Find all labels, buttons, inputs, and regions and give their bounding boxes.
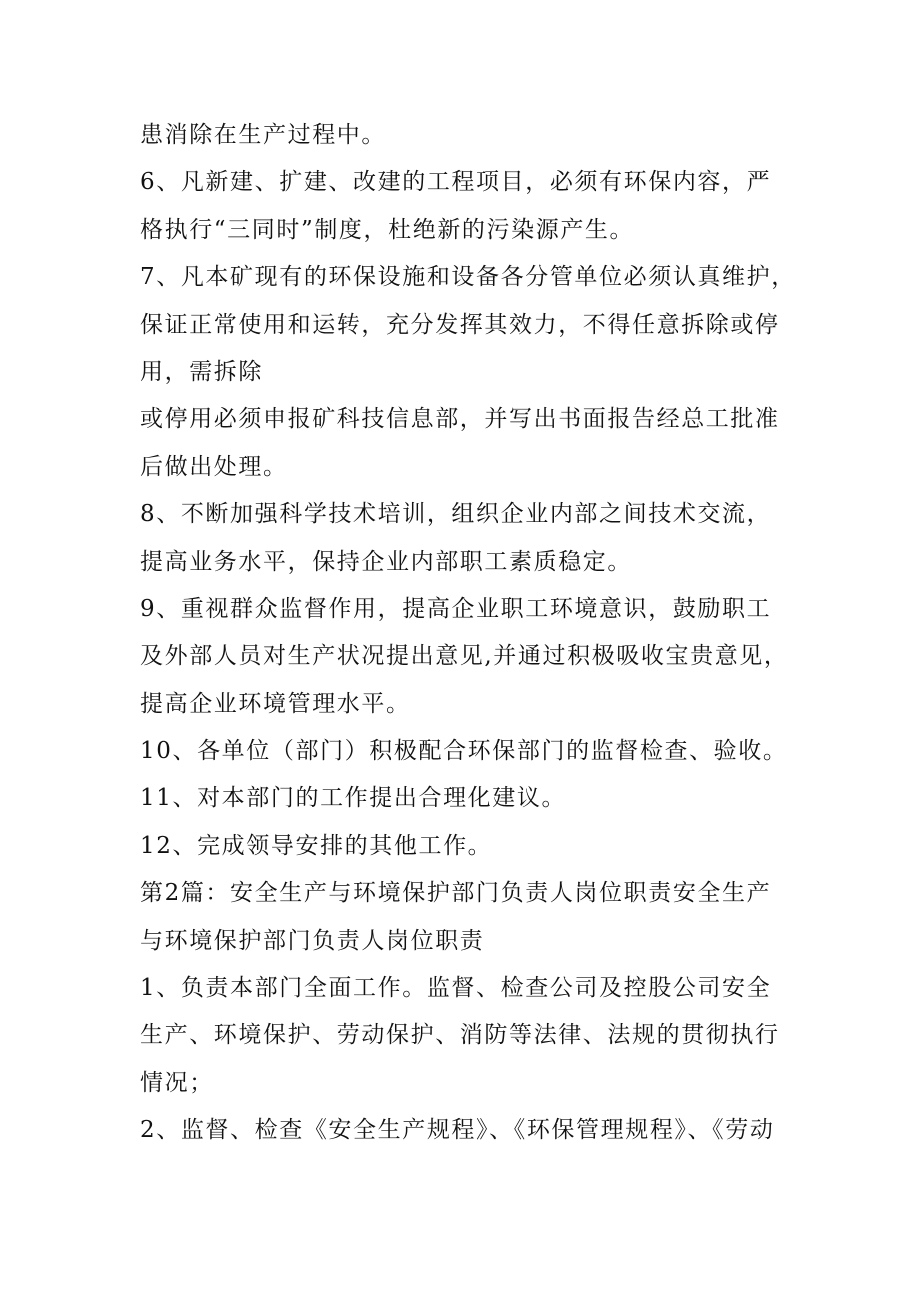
text-line: 用，需拆除 [140, 358, 263, 385]
text-line: 情况； [140, 1069, 214, 1096]
text-line: 1、负责本部门全面工作。监督、检查公司及控股公司安全 [140, 975, 772, 1002]
text-line: 格执行“三同时”制度，杜绝新的污染源产生。 [140, 216, 635, 243]
text-line: 7、凡本矿现有的环保设施和设备各分管单位必须认真维护， [140, 264, 796, 291]
section-heading-line: 第2篇：安全生产与环境保护部门负责人岗位职责安全生产 [140, 880, 772, 907]
text-line: 8、不断加强科学技术培训，组织企业内部之间技术交流， [140, 501, 772, 528]
text-line: 6、凡新建、扩建、改建的工程项目，必须有环保内容，严 [140, 169, 772, 196]
text-line: 及外部人员对生产状况提出意见,并通过积极吸收宝贵意见， [140, 643, 789, 670]
text-line: 患消除在生产过程中。 [140, 122, 386, 148]
text-line: 提高业务水平，保持企业内部职工素质稳定。 [140, 548, 632, 575]
text-line: 9、重视群众监督作用，提高企业职工环境意识，鼓励职工 [140, 595, 772, 622]
text-line: 或停用必须申报矿科技信息部，并写出书面报告经总工批准 [140, 406, 780, 433]
text-line: 11、对本部门的工作提出合理化建议。 [140, 785, 567, 812]
text-line: 后做出处理。 [140, 453, 288, 480]
text-line: 提高企业环境管理水平。 [140, 690, 411, 717]
text-line: 生产、环境保护、劳动保护、消防等法律、法规的贯彻执行 [140, 1022, 780, 1049]
text-line: 2、监督、检查《安全生产规程》、《环保管理规程》、《劳动 [140, 1117, 775, 1144]
document-body [140, 112, 800, 1155]
section-heading-line: 与环境保护部门负责人岗位职责 [140, 927, 485, 954]
text-line: 保证正常使用和运转，充分发挥其效力，不得任意拆除或停 [140, 311, 780, 338]
text-line: 12、完成领导安排的其他工作。 [140, 832, 493, 859]
text-line: 10、各单位（部门）积极配合环保部门的监督检查、验收。 [140, 738, 788, 765]
